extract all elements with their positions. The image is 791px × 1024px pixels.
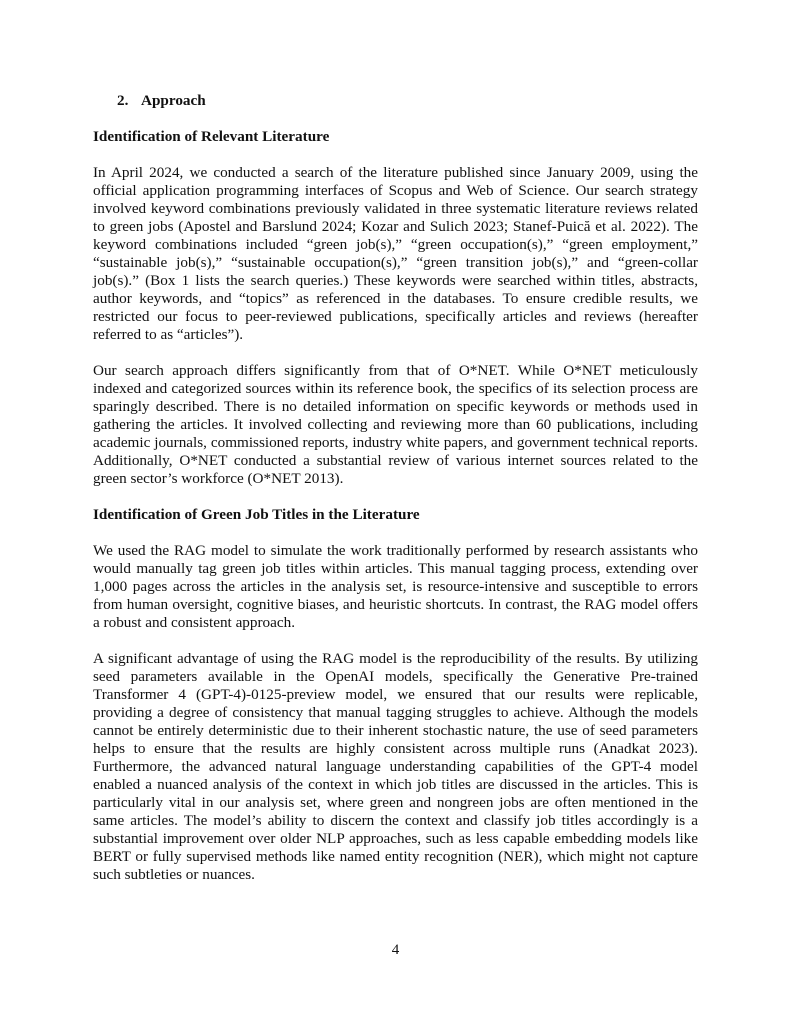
subsection-heading-relevant-literature: Identification of Relevant Literature — [93, 128, 330, 145]
subsection-heading-green-job-titles: Identification of Green Job Titles in the Literature — [93, 506, 420, 523]
document-page — [93, 92, 698, 902]
page-number: 4 — [391, 942, 400, 958]
section-title — [117, 92, 698, 110]
paragraph-onet-comparison: Our search approach differs significantly from that of O*NET. While O*NET meticulously indexed and categorized sources within its reference book, the specifics of its selection process are sparingly described. There is no detailed information on specific keywords or methods used in gathering the articles. It involved collecting and reviewing more than 60 publications, including academic journals, commissioned reports, industry white papers, and government technical reports. Additionally, O*NET conducted a substantial review of various internet sources related to the green sector’s workforce (O*NET 2013). — [93, 362, 698, 487]
paragraph-rag-model: We used the RAG model to simulate the work traditionally performed by research assistants who would manually tag green job titles within articles. This manual tagging process, extending over 1,000 pages across the articles in the analysis set, is resource-intensive and susceptible to errors from human oversight, cognitive biases, and heuristic shortcuts. In contrast, the RAG model offers a robust and consistent approach. — [93, 542, 698, 631]
paragraph-reproducibility: A significant advantage of using the RAG model is the reproducibility of the results. By utilizing seed parameters available in the OpenAI models, specifically the Generative Pre-trained Transformer 4 (GPT-4)-0125-preview model, we ensured that our results were replicable, providing a degree of consistency that manual tagging struggles to achieve. Although the models cannot be entirely deterministic due to their inherent stochastic nature, the use of seed parameters helps to ensure that the results are highly consistent across multiple runs (Anadkat 2023). Furthermore, the advanced natural language understanding capabilities of the GPT-4 model enabled a nuanced analysis of the context in which job titles are discussed in the articles. This is particularly vital in our analysis set, where green and nongreen jobs are often mentioned in the same articles. The model’s ability to discern the context and classify job titles accordingly is a substantial improvement over older NLP approaches, such as less capable embedding models like BERT or fully supervised methods like named entity recognition (NER), which might not capture such subtleties or nuances. — [93, 650, 698, 883]
section-number: 2. — [117, 92, 129, 109]
section-title-text: Approach — [141, 92, 206, 109]
paragraph-search-method: In April 2024, we conducted a search of the literature published since January 2009, using the official application programming interfaces of Scopus and Web of Science. Our search strategy involved keyword combinations previously validated in three systematic literature reviews related to green jobs (Apostel and Barslund 2024; Kozar and Sulich 2023; Stanef-Puică et al. 2022). The keyword combinations included “green job(s),” “green occupation(s),” “green employment,” “sustainable job(s),” “sustainable occupation(s),” “green transition job(s),” and “green-collar job(s).” (Box 1 lists the search queries.) These keywords were searched within titles, abstracts, author keywords, and “topics” as referenced in the databases. To ensure credible results, we restricted our focus to peer-reviewed publications, specifically articles and reviews (hereafter referred to as “articles”). — [93, 164, 698, 343]
